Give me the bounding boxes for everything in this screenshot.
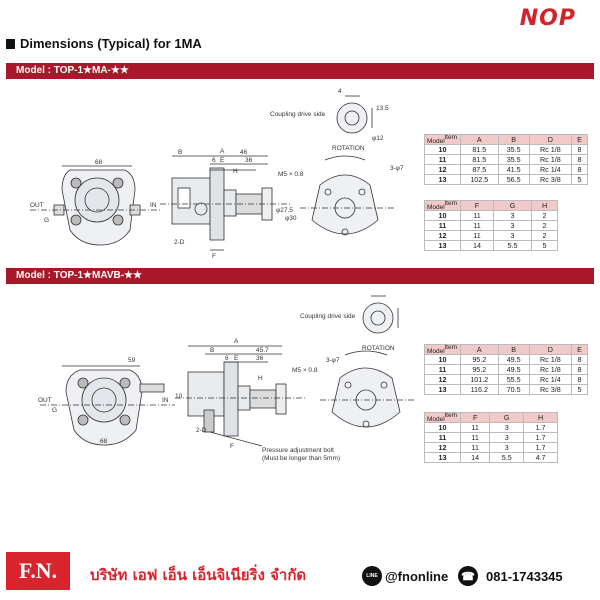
dim-30-s1: φ30	[285, 215, 297, 222]
label-g-s2: G	[52, 407, 58, 414]
dim-36-s1: 36	[245, 157, 253, 164]
col-header: A	[461, 345, 499, 355]
col-header: E	[571, 345, 587, 355]
label-e-s2: E	[234, 355, 239, 362]
table-row: 11 81.5 35.5 Rc 1/8 8	[425, 155, 588, 165]
label-pab1-s2: Pressure adjustment bolt	[262, 447, 334, 454]
col-header: B	[498, 135, 529, 145]
heading-text: Dimensions (Typical) for 1MA	[20, 36, 202, 51]
phone-contact[interactable]	[458, 566, 563, 586]
label-hole-s1: 3-φ7	[390, 165, 404, 172]
table-row: 13 14 5.5 4.7	[425, 453, 558, 463]
dims-table-1a	[424, 134, 588, 185]
col-header: D	[529, 345, 571, 355]
table-row: 12 87.5 41.5 Rc 1/4 8	[425, 165, 588, 175]
label-d-s2: 2-D	[196, 427, 207, 434]
label-f-s2: F	[230, 443, 234, 450]
col-header: G	[494, 201, 532, 211]
table-row: 13 14 5.5 5	[425, 241, 558, 251]
col-header: H	[524, 413, 558, 423]
dim-12-s1: φ12	[372, 135, 384, 142]
dim-68-s1: 68	[95, 159, 103, 166]
table-row: 10 95.2 49.5 Rc 1/8 8	[425, 355, 588, 365]
phone-icon: ☎	[458, 566, 478, 586]
label-rotation-s2: ROTATION	[362, 345, 395, 352]
label-b-s2: B	[210, 347, 215, 354]
table-row: 11 11 3 1.7	[425, 433, 558, 443]
table-corner: Item Model	[425, 413, 461, 423]
table-row: 12 11 3 2	[425, 231, 558, 241]
table-corner: Item Model	[425, 345, 461, 355]
dim-59-s2: 59	[128, 357, 136, 364]
table-row: 13 116.2 70.5 Rc 3/8 5	[425, 385, 588, 395]
footer	[0, 546, 600, 600]
col-header: D	[529, 135, 571, 145]
table-row: 11 95.2 49.5 Rc 1/8 8	[425, 365, 588, 375]
dim-6-s1: 6	[212, 157, 216, 164]
dim-68-s2: 68	[100, 438, 108, 445]
col-header: F	[461, 201, 494, 211]
table-row: 12 11 3 1.7	[425, 443, 558, 453]
label-f-s1: F	[212, 253, 216, 260]
table-row: 10 81.5 35.5 Rc 1/8 8	[425, 145, 588, 155]
col-header: B	[498, 345, 529, 355]
label-g-s1: G	[44, 217, 50, 224]
col-header: F	[461, 413, 490, 423]
dim-135-s1: 13.5	[376, 105, 389, 112]
table-row: 10 11 3 2	[425, 211, 558, 221]
dim-275-s1: φ27.5	[276, 207, 293, 214]
label-d-s1: 2-D	[174, 239, 185, 246]
col-header: A	[461, 135, 499, 145]
label-coupling-s2: Coupling drive side	[300, 313, 356, 320]
label-m5-s2: M5 × 0.8	[292, 367, 318, 374]
fn-logo: F.N.	[6, 552, 70, 590]
dim-key4-s1: 4	[338, 88, 342, 95]
label-out-s1: OUT	[30, 202, 44, 209]
line-icon: LINE	[362, 566, 382, 586]
dim-6-s2: 6	[225, 355, 229, 362]
line-contact[interactable]	[362, 566, 448, 586]
dim-10-s2: 10	[175, 393, 183, 400]
label-hole-s2: 3-φ7	[326, 357, 340, 364]
label-pab2-s2: (Must be longer than 5mm)	[262, 455, 341, 462]
label-rotation-s1: ROTATION	[332, 145, 365, 152]
label-out-s2: OUT	[38, 397, 52, 404]
dims-table-1b	[424, 200, 558, 251]
table-row: 11 11 3 2	[425, 221, 558, 231]
table-corner: Item Model	[425, 135, 461, 145]
col-header: G	[490, 413, 524, 423]
label-h-s2: H	[258, 375, 263, 382]
table-row: 10 11 3 1.7	[425, 423, 558, 433]
phone-number: 081-1743345	[486, 568, 563, 584]
label-a-s1: A	[220, 148, 225, 155]
table-row: 12 101.2 55.5 Rc 1/4 8	[425, 375, 588, 385]
label-a-s2: A	[234, 338, 239, 345]
dims-table-2b	[424, 412, 558, 463]
table-corner: Item Model	[425, 201, 461, 211]
company-name: บริษัท เอฟ เอ็น เอ็นจิเนียริ่ง จำกัด	[90, 566, 307, 584]
label-b-s1: B	[178, 149, 183, 156]
dim-457-s2: 45.7	[256, 347, 269, 354]
dim-36-s2: 36	[256, 355, 264, 362]
label-m5-s1: M5 × 0.8	[278, 171, 304, 178]
label-coupling-s1: Coupling drive side	[270, 111, 326, 118]
label-in-s1: IN	[150, 202, 157, 209]
line-id: @fnonline	[385, 568, 449, 584]
model-bar-2: Model : TOP-1★MAVB-★★	[6, 268, 594, 284]
dim-46-s1: 46	[240, 149, 248, 156]
nop-logo: NOP	[519, 6, 576, 31]
table-row: 13 102.5 56.5 Rc 3/8 5	[425, 175, 588, 185]
label-e-s1: E	[220, 157, 225, 164]
label-h-s1: H	[233, 168, 238, 175]
dims-table-2a	[424, 344, 588, 395]
model-bar-1: Model : TOP-1★MA-★★	[6, 63, 594, 79]
col-header: H	[532, 201, 558, 211]
col-header: E	[571, 135, 587, 145]
label-in-s2: IN	[162, 397, 169, 404]
